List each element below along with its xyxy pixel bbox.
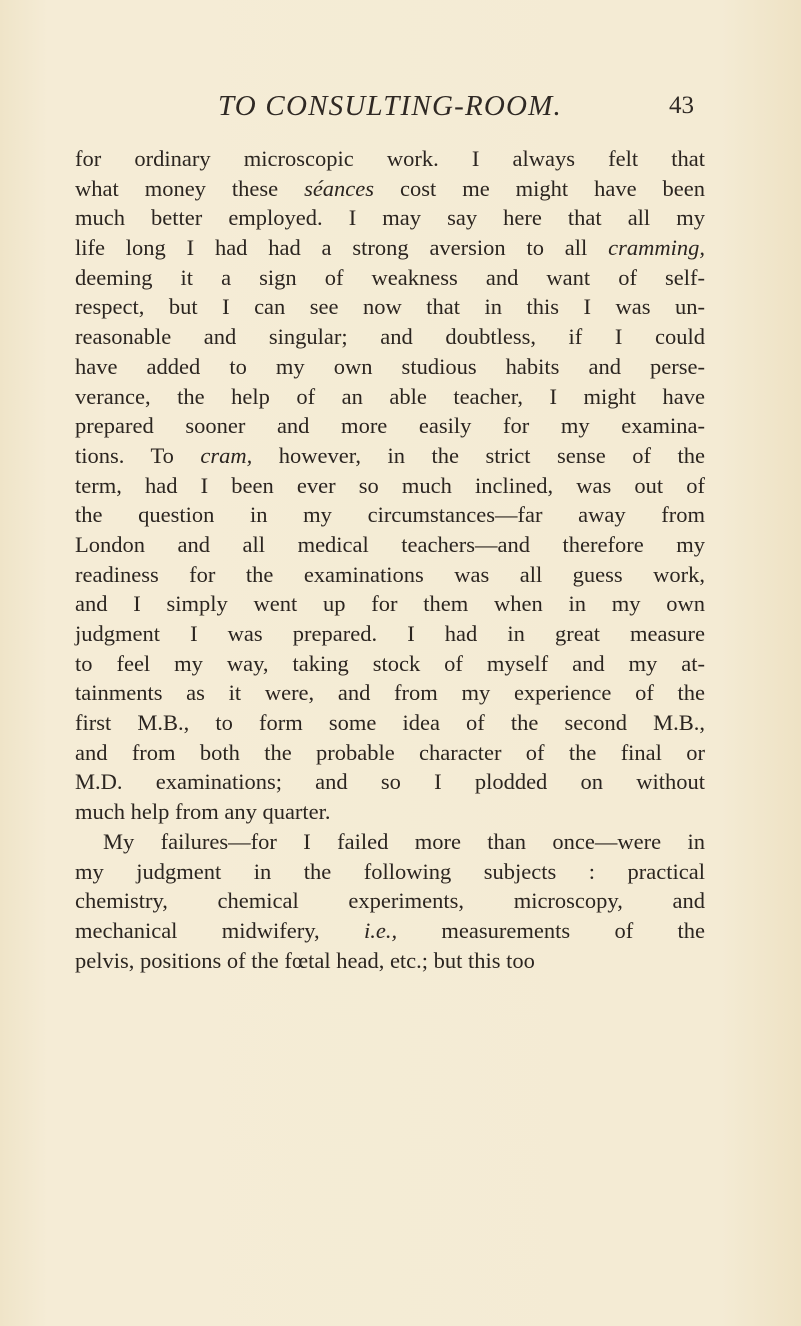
text-line: much help from any quarter. <box>75 799 331 825</box>
italic-text: cramming, <box>608 235 705 261</box>
text-line: my judgment in the following subjects : practical <box>75 858 705 884</box>
paragraph <box>75 144 705 827</box>
text-line: mechanical midwifery, i.e., measurements of the <box>75 917 705 943</box>
text-line: deeming it a sign of weakness and want of self- <box>75 264 705 290</box>
text-line: reasonable and singular; and doubtless, if I could <box>75 324 705 350</box>
paragraph <box>75 827 705 975</box>
text-line: M.D. examinations; and so I plodded on without <box>75 769 705 795</box>
text-line: pelvis, positions of the fœtal head, etc.; but this too <box>75 947 535 973</box>
text-line: judgment I was prepared. I had in great measure <box>75 621 705 646</box>
text-line: life long I had had a strong aversion to all cramming, <box>75 235 705 261</box>
running-head <box>0 90 801 130</box>
text-line: London and all medical teachers—and therefore my <box>75 531 705 557</box>
italic-text: i.e., <box>363 917 398 943</box>
text-line: My failures—for I failed more than once—were in <box>103 828 705 854</box>
running-head-title: TO CONSULTING-ROOM. <box>218 90 562 122</box>
page-number: 43 <box>669 92 694 119</box>
text-line: for ordinary microscopic work. I always felt that <box>75 146 705 171</box>
text-line: much better employed. I may say here that all my <box>75 205 705 231</box>
text-line: and from both the probable character of the final or <box>75 739 705 765</box>
text-line: tions. To cram, however, in the strict sense of the <box>75 442 705 468</box>
text-line: have added to my own studious habits and perse- <box>75 353 705 379</box>
text-line: first M.B., to form some idea of the second M.B., <box>75 710 705 736</box>
body-text <box>75 144 705 975</box>
italic-text: séances <box>304 175 375 201</box>
text-line: prepared sooner and more easily for my examina- <box>75 413 705 439</box>
text-line: to feel my way, taking stock of myself and my at- <box>75 650 705 676</box>
text-line: and I simply went up for them when in my own <box>75 591 705 617</box>
text-line: what money these séances cost me might have been <box>75 175 705 201</box>
text-line: tainments as it were, and from my experience of the <box>75 680 705 706</box>
text-line: chemistry, chemical experiments, microscopy, and <box>75 888 705 914</box>
text-line: verance, the help of an able teacher, I might have <box>75 383 705 409</box>
text-line: term, had I been ever so much inclined, was out of <box>75 472 705 498</box>
italic-text: cram, <box>200 442 253 468</box>
text-line: readiness for the examinations was all guess work, <box>75 561 705 587</box>
text-line: the question in my circumstances—far away from <box>75 502 705 528</box>
text-line: respect, but I can see now that in this I was un- <box>75 294 705 320</box>
